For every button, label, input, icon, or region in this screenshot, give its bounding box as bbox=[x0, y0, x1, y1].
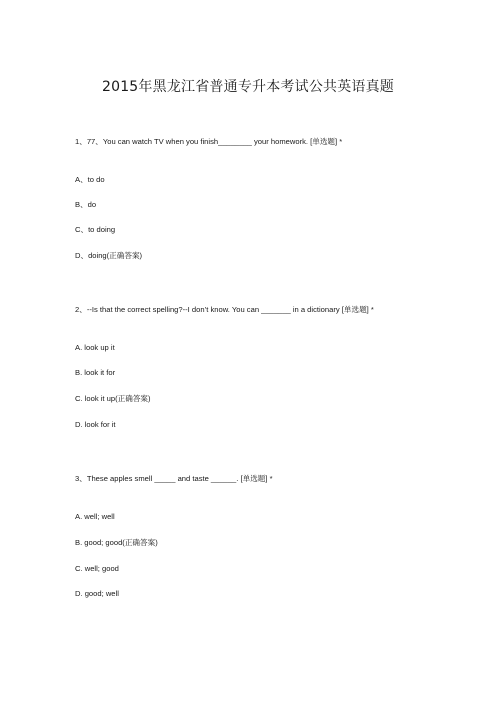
question-1-option-d[interactable]: D、doing(正确答案) bbox=[75, 251, 143, 260]
question-3-option-d[interactable]: D. good; well bbox=[75, 589, 119, 598]
question-2-option-c[interactable]: C. look it up(正确答案) bbox=[75, 394, 151, 403]
question-1-option-a[interactable]: A、to do bbox=[75, 175, 105, 184]
question-1-option-b[interactable]: B、do bbox=[75, 200, 97, 209]
question-3-option-a[interactable]: A. well; well bbox=[75, 512, 115, 521]
question-1-option-c[interactable]: C、to doing bbox=[75, 225, 116, 234]
question-3-stem: 3、These apples smell _____ and taste ______. [单选题] * bbox=[75, 474, 273, 483]
question-2-option-a[interactable]: A. look up it bbox=[75, 343, 115, 352]
question-3-option-c[interactable]: C. well; good bbox=[75, 564, 119, 573]
question-2-stem: 2、--Is that the correct spelling?--I don’t know. You can _______ in a dictionary [单选题] * bbox=[75, 305, 374, 314]
question-3-option-b[interactable]: B. good; good(正确答案) bbox=[75, 538, 158, 547]
question-2-option-b[interactable]: B. look it for bbox=[75, 368, 116, 377]
document-title: 2015年黑龙江省普通专升本考试公共英语真题 bbox=[101, 79, 395, 95]
question-1-stem: 1、77、You can watch TV when you finish________ your homework. [单选题] * bbox=[75, 137, 343, 146]
question-2-option-d[interactable]: D. look for it bbox=[75, 420, 116, 429]
